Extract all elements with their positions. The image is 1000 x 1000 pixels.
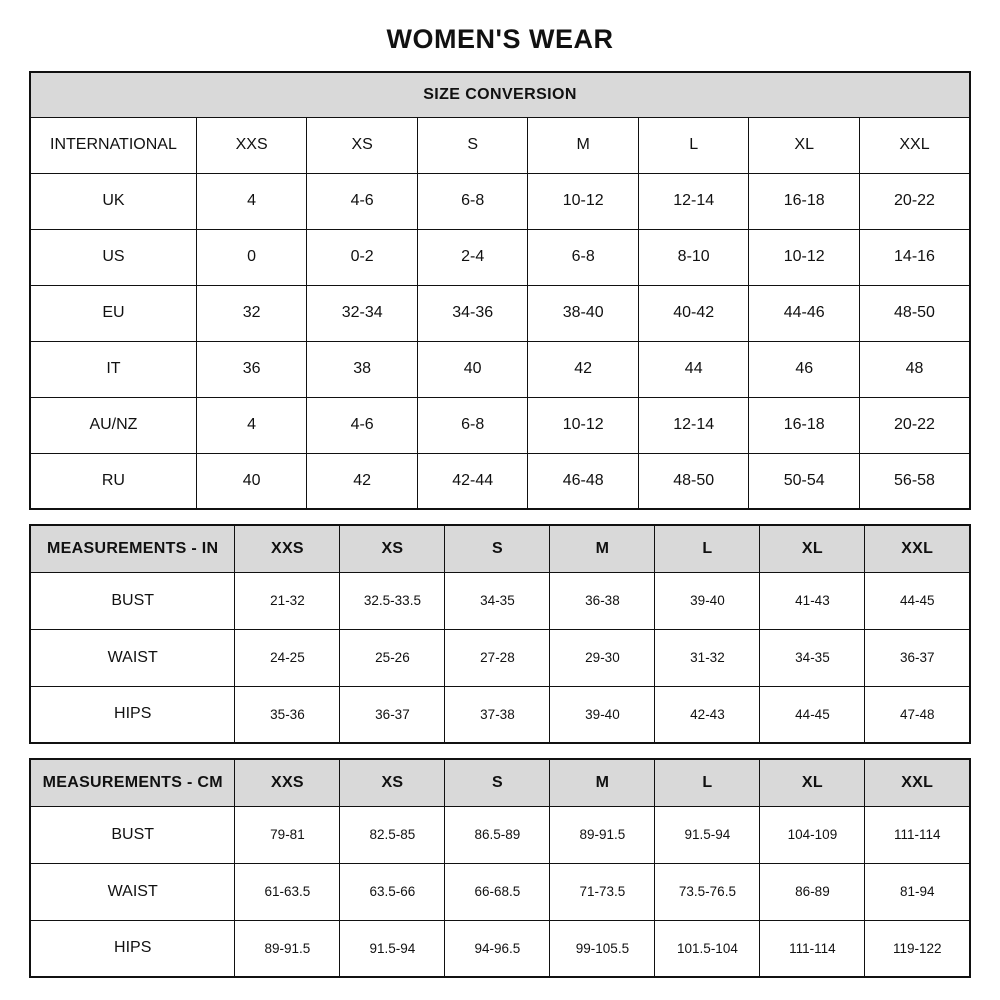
page-title: WOMEN'S WEAR	[386, 24, 614, 54]
value-cell: 36-37	[340, 686, 445, 743]
table-row	[30, 863, 970, 920]
value-cell: 61-63.5	[235, 863, 340, 920]
row-label: WAIST	[30, 863, 235, 920]
value-cell: 42	[307, 453, 418, 509]
value-cell: 4-6	[307, 397, 418, 453]
value-cell: 24-25	[235, 629, 340, 686]
value-cell: 63.5-66	[340, 863, 445, 920]
value-cell: 20-22	[859, 173, 970, 229]
value-cell: 119-122	[865, 920, 970, 977]
value-cell: 21-32	[235, 572, 340, 629]
value-cell: 44-46	[749, 285, 860, 341]
value-cell: 89-91.5	[550, 806, 655, 863]
size-conversion-header-xxl: XXL	[859, 117, 970, 173]
value-cell: 6-8	[417, 397, 528, 453]
measurements-cm-header-label: MEASUREMENTS - CM	[30, 759, 235, 806]
value-cell: 111-114	[760, 920, 865, 977]
value-cell: 66-68.5	[445, 863, 550, 920]
size-conversion-table-body	[30, 72, 970, 509]
value-cell: 86.5-89	[445, 806, 550, 863]
value-cell: 16-18	[749, 173, 860, 229]
value-cell: 27-28	[445, 629, 550, 686]
value-cell: 20-22	[859, 397, 970, 453]
value-cell: 40	[196, 453, 307, 509]
value-cell: 42-43	[655, 686, 760, 743]
measurements-cm-table-body	[30, 759, 970, 977]
value-cell: 14-16	[859, 229, 970, 285]
table-row	[30, 453, 970, 509]
size-conversion-table	[29, 71, 971, 510]
value-cell: 36-38	[550, 572, 655, 629]
measurements-cm-table	[29, 758, 971, 978]
value-cell: 39-40	[550, 686, 655, 743]
measurements-cm-header-l: L	[655, 759, 760, 806]
size-conversion-header-xxs: XXS	[196, 117, 307, 173]
value-cell: 6-8	[528, 229, 639, 285]
measurements-cm-header-xxl: XXL	[865, 759, 970, 806]
value-cell: 47-48	[865, 686, 970, 743]
table-row	[30, 572, 970, 629]
value-cell: 12-14	[638, 397, 749, 453]
measurements-cm-header-xs: XS	[340, 759, 445, 806]
measurements-in-header-xl: XL	[760, 525, 865, 572]
table-row	[30, 341, 970, 397]
measurements-in-table	[29, 524, 971, 744]
value-cell: 79-81	[235, 806, 340, 863]
value-cell: 36-37	[865, 629, 970, 686]
value-cell: 73.5-76.5	[655, 863, 760, 920]
size-conversion-header-s: S	[417, 117, 528, 173]
value-cell: 56-58	[859, 453, 970, 509]
value-cell: 0-2	[307, 229, 418, 285]
value-cell: 32	[196, 285, 307, 341]
value-cell: 40	[417, 341, 528, 397]
value-cell: 50-54	[749, 453, 860, 509]
row-label: US	[30, 229, 196, 285]
measurements-in-header-m: M	[550, 525, 655, 572]
measurements-cm-header-m: M	[550, 759, 655, 806]
measurements-in-header-label: MEASUREMENTS - IN	[30, 525, 235, 572]
value-cell: 37-38	[445, 686, 550, 743]
value-cell: 4	[196, 173, 307, 229]
value-cell: 46	[749, 341, 860, 397]
value-cell: 91.5-94	[655, 806, 760, 863]
value-cell: 10-12	[528, 173, 639, 229]
value-cell: 48-50	[638, 453, 749, 509]
row-label: HIPS	[30, 920, 235, 977]
table-row	[30, 397, 970, 453]
value-cell: 111-114	[865, 806, 970, 863]
value-cell: 82.5-85	[340, 806, 445, 863]
value-cell: 48	[859, 341, 970, 397]
value-cell: 38-40	[528, 285, 639, 341]
value-cell: 48-50	[859, 285, 970, 341]
value-cell: 39-40	[655, 572, 760, 629]
value-cell: 35-36	[235, 686, 340, 743]
table-row	[30, 920, 970, 977]
value-cell: 36	[196, 341, 307, 397]
row-label: RU	[30, 453, 196, 509]
row-label: IT	[30, 341, 196, 397]
value-cell: 31-32	[655, 629, 760, 686]
value-cell: 29-30	[550, 629, 655, 686]
row-label: BUST	[30, 806, 235, 863]
measurements-in-header-xxs: XXS	[235, 525, 340, 572]
value-cell: 86-89	[760, 863, 865, 920]
size-conversion-banner: SIZE CONVERSION	[30, 72, 970, 117]
measurements-in-table-body	[30, 525, 970, 743]
measurements-in-header-xs: XS	[340, 525, 445, 572]
size-conversion-header-m: M	[528, 117, 639, 173]
value-cell: 40-42	[638, 285, 749, 341]
value-cell: 44	[638, 341, 749, 397]
value-cell: 71-73.5	[550, 863, 655, 920]
value-cell: 32.5-33.5	[340, 572, 445, 629]
measurements-cm-header-xl: XL	[760, 759, 865, 806]
value-cell: 0	[196, 229, 307, 285]
value-cell: 94-96.5	[445, 920, 550, 977]
value-cell: 91.5-94	[340, 920, 445, 977]
table-row	[30, 173, 970, 229]
value-cell: 10-12	[528, 397, 639, 453]
row-label: BUST	[30, 572, 235, 629]
value-cell: 44-45	[760, 686, 865, 743]
value-cell: 4	[196, 397, 307, 453]
table-row	[30, 686, 970, 743]
value-cell: 42	[528, 341, 639, 397]
value-cell: 10-12	[749, 229, 860, 285]
measurements-in-header-xxl: XXL	[865, 525, 970, 572]
value-cell: 12-14	[638, 173, 749, 229]
value-cell: 38	[307, 341, 418, 397]
measurements-cm-header-xxs: XXS	[235, 759, 340, 806]
row-label: HIPS	[30, 686, 235, 743]
size-conversion-header-xl: XL	[749, 117, 860, 173]
row-label: EU	[30, 285, 196, 341]
row-label: WAIST	[30, 629, 235, 686]
table-row	[30, 285, 970, 341]
value-cell: 44-45	[865, 572, 970, 629]
size-conversion-header-l: L	[638, 117, 749, 173]
table-row	[30, 229, 970, 285]
value-cell: 34-35	[445, 572, 550, 629]
measurements-in-header-l: L	[655, 525, 760, 572]
value-cell: 4-6	[307, 173, 418, 229]
size-conversion-header-label: INTERNATIONAL	[30, 117, 196, 173]
value-cell: 46-48	[528, 453, 639, 509]
value-cell: 41-43	[760, 572, 865, 629]
table-row	[30, 806, 970, 863]
measurements-cm-header-s: S	[445, 759, 550, 806]
table-row	[30, 629, 970, 686]
value-cell: 16-18	[749, 397, 860, 453]
value-cell: 99-105.5	[550, 920, 655, 977]
measurements-in-header-s: S	[445, 525, 550, 572]
value-cell: 101.5-104	[655, 920, 760, 977]
size-conversion-header-xs: XS	[307, 117, 418, 173]
value-cell: 34-35	[760, 629, 865, 686]
value-cell: 6-8	[417, 173, 528, 229]
value-cell: 8-10	[638, 229, 749, 285]
value-cell: 2-4	[417, 229, 528, 285]
value-cell: 104-109	[760, 806, 865, 863]
value-cell: 81-94	[865, 863, 970, 920]
value-cell: 89-91.5	[235, 920, 340, 977]
row-label: AU/NZ	[30, 397, 196, 453]
value-cell: 25-26	[340, 629, 445, 686]
value-cell: 32-34	[307, 285, 418, 341]
value-cell: 42-44	[417, 453, 528, 509]
value-cell: 34-36	[417, 285, 528, 341]
row-label: UK	[30, 173, 196, 229]
